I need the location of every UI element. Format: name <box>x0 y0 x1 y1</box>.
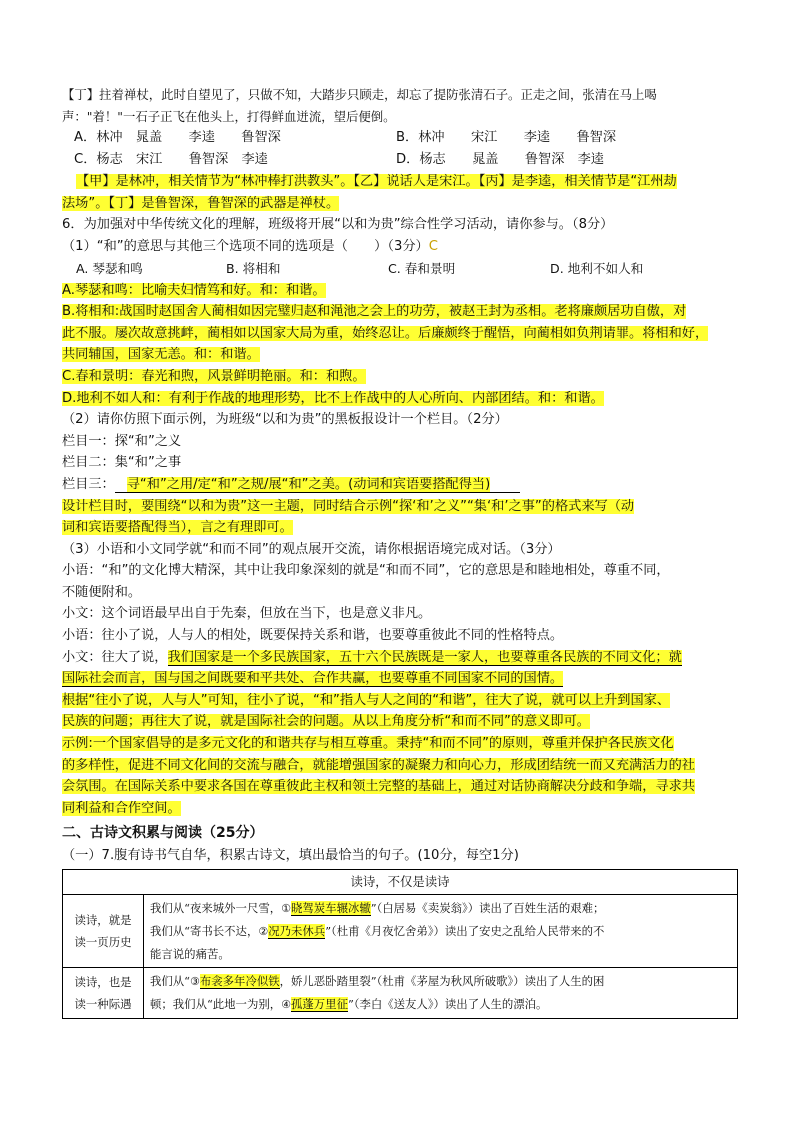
explanation-line: 共同辅国，国家无恙。和：和谐。 <box>62 347 260 363</box>
q6-options <box>62 258 736 280</box>
table-header: 读诗，不仅是读诗 <box>63 870 738 895</box>
fill-blank[interactable]: 布衾多年冷似铁 <box>199 974 280 988</box>
dialogue-line: 小文：往大了说，我们国家是一个多民族国家，五十六个民族既是一家人，也要尊重各民族的不同文化；就 <box>62 649 682 665</box>
explanation-line: 设计栏目时，要围绕“以和为贵”这一主题，同时结合示例“探‘和’之义”“集‘和’之事”的格式来写（动 <box>62 498 635 514</box>
fill-blank[interactable]: 孤蓬万里征 <box>291 997 348 1011</box>
dialogue-line: 小语：往小了说，人与人的相处，既要保持关系和谐，也要尊重彼此不同的性格特点。 <box>62 628 564 644</box>
fill-blank[interactable]: 晓驾炭车辗冰辙 <box>291 901 371 915</box>
column-answer-line: 栏目三： 寻“和”之用/定“和”之规/展“和”之美。(动词和宾语要搭配得当) <box>62 474 736 496</box>
explanation-line: 此不服。屡次故意挑衅，蔺相如以国家大局为重，始终忍让。后廉颇终于醒悟，向蔺相如负荆请罪。将相和好， <box>62 325 709 341</box>
question-6-2: （2）请你仿照下面示例，为班级“以和为贵”的黑板报设计一个栏目。（2分） <box>62 412 508 428</box>
fill-blank[interactable]: 况乃未休兵 <box>268 924 326 938</box>
option-b[interactable]: B．林冲 宋江 李逵 鲁智深 <box>396 130 617 146</box>
dialogue-line: 小文：这个词语最早出自于先秦，但放在当下，也是意义非凡。 <box>62 606 432 622</box>
dialogue-line: 不随便附和。 <box>62 584 142 600</box>
option-c[interactable]: C．杨志 宋江 鲁智深 李逵 <box>74 152 268 168</box>
passage-line: 声："着！"一石子正飞在他头上，打得鲜血迸流，望后便倒。 <box>62 108 396 124</box>
fill-blank[interactable]: 我们国家是一个多民族国家，五十六个民族既是一家人，也要尊重各民族的不同文化；就 <box>167 649 682 665</box>
option-b[interactable]: B. 将相和 <box>226 260 281 276</box>
document-page <box>62 84 736 1019</box>
poem-table <box>62 869 738 1019</box>
answer-line: 【甲】是林冲，相关情节为“林冲棒打洪教头”。【乙】说话人是宋江。【丙】是李逵，相关情节是“江州劫 <box>76 174 677 190</box>
sample-answer-line: 的多样性，促进不同文化间的交流与融合，就能增强国家的凝聚力和向心力，形成团结统一而又充满活力的社 <box>62 757 695 773</box>
row-label: 读诗，就是 读一页历史 <box>63 895 144 968</box>
row-label: 读诗，也是 读一种际遇 <box>63 968 144 1019</box>
question-6-3: （3）小语和小文同学就“和而不同”的观点展开交流，请你根据语境完成对话。（3分） <box>62 541 561 557</box>
option-a[interactable]: A. 琴瑟和鸣 <box>76 260 143 276</box>
sample-answer-line: 会氛围。在国际关系中要求各国在尊重彼此主权和领土完整的基础上，通过对话协商解决分歧和争端，寻求共 <box>62 779 695 795</box>
option-d[interactable]: D．杨志 晁盖 鲁智深 李逵 <box>396 152 604 168</box>
explanation-line: 词和宾语要搭配得当），言之有理即可。 <box>62 520 293 536</box>
answer-line: 法场”。【丁】是鲁智深，鲁智深的武器是禅杖。 <box>62 195 340 211</box>
explanation-line: 根据“往小了说，人与人”可知，往小了说，“和”指人与人之间的“和谐”，往大了说，就可以上升到国家、 <box>62 692 671 708</box>
explanation-line: 民族的问题；再往大了说，就是国际社会的问题。从以上角度分析“和而不同”的意义即可。 <box>62 714 590 730</box>
sample-answer-line: 同利益和合作空间。 <box>62 800 181 816</box>
q5-options-row2 <box>62 149 736 171</box>
explanation-line: A.琴瑟和鸣：比喻夫妇情笃和好。和：和谐。 <box>62 282 326 298</box>
sample-answer-line: 示例:一个国家倡导的是多元文化的和谐共存与相互尊重。秉持“和而不同”的原则，尊重并保护各民族文化 <box>62 736 674 752</box>
question-6-1: （1）“和”的意思与其他三个选项不同的选项是（ ）（3分）C <box>62 238 438 254</box>
option-d[interactable]: D. 地利不如人和 <box>550 260 644 276</box>
explanation-line: C.春和景明：春光和煦，风景鲜明艳丽。和：和煦。 <box>62 368 366 384</box>
row-content: 我们从“夜来城外一尺雪，①晓驾炭车辗冰辙”（白居易《卖炭翁》）读出了百姓生活的艰难； 我们从“寄书长不达，②况乃未休兵”（杜甫《月夜忆舍弟》）读出了安史之乱给人民带来的不 能言说的痛苦。 <box>144 895 738 968</box>
question-7: （一）7.腹有诗书气自华，积累古诗文，填出最恰当的句子。(10分，每空1分) <box>62 848 519 864</box>
explanation-line: B.将相和:战国时赵国舍人蔺相如因完璧归赵和渑池之会上的功劳，被赵王封为丞相。老将廉颇居功自傲，对 <box>62 304 687 320</box>
dialogue-line: 小语：“和”的文化博大精深，其中让我印象深刻的就是“和而不同”，它的意思是和睦地相处，尊重不同， <box>62 563 670 579</box>
section-heading: 二、古诗文积累与阅读（25分） <box>62 825 264 842</box>
dialogue-line: 国际社会而言，国与国之间既要和平共处、合作共赢，也要尊重不同国家不同的国情。 <box>62 671 564 687</box>
table-row <box>63 968 738 1019</box>
option-c[interactable]: C. 春和景明 <box>388 260 456 276</box>
option-a[interactable]: A．林冲 晁盖 李逵 鲁智深 <box>74 130 281 146</box>
table-row <box>63 895 738 968</box>
answer-letter: C <box>428 238 438 254</box>
question-6-stem: 6．为加强对中华传统文化的理解，班级将开展“以和为贵”综合性学习活动，请你参与。（8分） <box>62 217 614 233</box>
row-content: 我们从“③布衾多年冷似铁，娇儿恶卧踏里裂”（杜甫《茅屋为秋风所破歌》）读出了人生的困 顿；我们从“此地一为别，④孤蓬万里征”（李白《送友人》）读出了人生的漂泊。 <box>144 968 738 1019</box>
column-example: 栏目二：集“和”之事 <box>62 455 182 471</box>
passage-line: 【丁】拄着禅杖，此时自望见了，只做不知，大踏步只顾走，却忘了提防张清石子。正走之间，张清在马上喝 <box>62 87 657 102</box>
column-example: 栏目一：探“和”之义 <box>62 433 182 449</box>
fill-blank[interactable]: 寻“和”之用/定“和”之规/展“和”之美。(动词和宾语要搭配得当) <box>115 477 520 493</box>
q5-options-row1 <box>62 127 736 149</box>
explanation-line: D.地利不如人和：有利于作战的地理形势，比不上作战中的人心所向、内部团结。和：和谐。 <box>62 390 604 406</box>
